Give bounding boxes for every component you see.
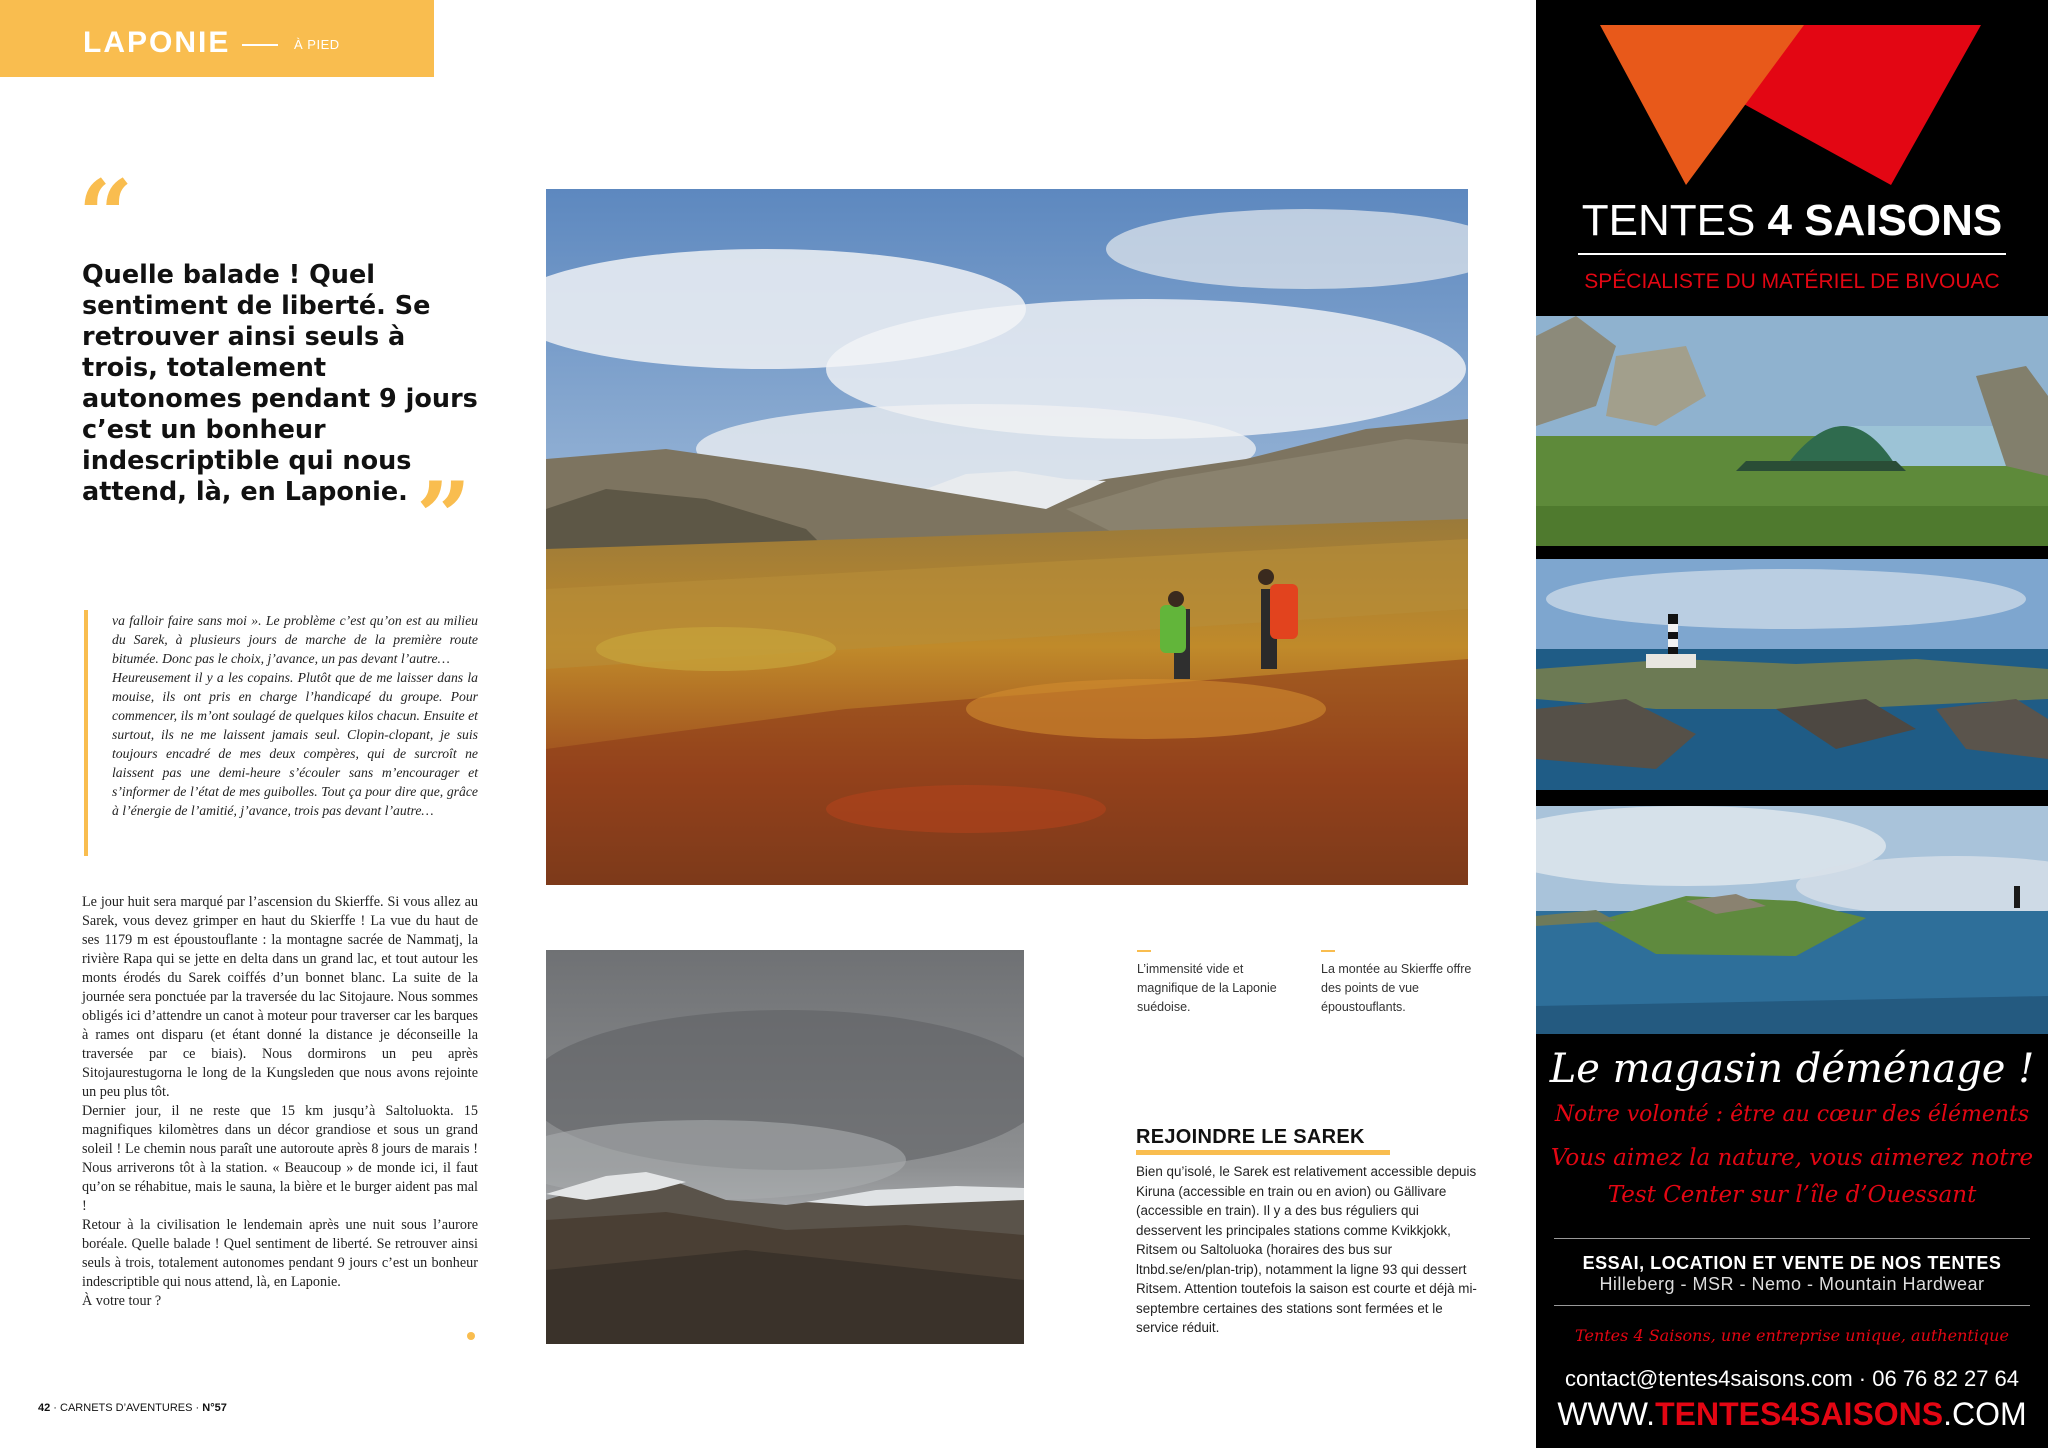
article-body <box>82 893 478 1311</box>
italic-paragraph: Heureusement il y a les copains. Plutôt que de me laisser dans la mouise, ils ont pris en charge l’handicapé du groupe. Pour commencer, ils m’ont soulagé de quelques kilos chacun. Ensuite et surtout, ils ne me laissent jamais seul. Clopin-clopant, je suis toujours encadré de mes deux compères, qui de surcroît ne laissent pas une demi-heure s’écouler sans m’encourager et s’informer de l’état de mes guibolles. Tout ça pour dire que, grâce à l’énergie de l’amitié, j’avance, trois pas devant l’autre… <box>112 670 478 818</box>
ad-divider <box>1554 1238 2030 1239</box>
italic-paragraph: va falloir faire sans moi ». Le problème c’est qu’on est au milieu du Sarek, à plusieurs jours de marche de la première route bitumée. Donc pas le choix, j’avance, un pas devant l’autre… <box>112 613 478 666</box>
ad-nature-line1: Vous aimez la nature, vous aimerez notre <box>1550 1145 2034 1171</box>
caption-left: L’immensité vide et magnifique de la Laponie suédoise. <box>1137 962 1277 1014</box>
magazine-name: CARNETS D’AVENTURES <box>60 1402 193 1414</box>
ad-brand-part: TENTES <box>1581 196 1768 245</box>
ad-contact[interactable]: contact@tentes4saisons.com · 06 76 82 27 64 <box>1564 1366 2020 1391</box>
ad-website-link[interactable] <box>1536 1396 2048 1433</box>
ad-mission: Notre volonté : être au cœur des éléments <box>1554 1102 2030 1127</box>
ad-url-part: TENTES4SAISONS <box>1655 1396 1944 1432</box>
issue-number: N°57 <box>202 1402 227 1414</box>
ad-url-part: WWW. <box>1557 1396 1656 1432</box>
body-paragraph: Retour à la civilisation le lendemain après une nuit sous l’aurore boréale. Quelle balade ! Quel sentiment de liberté. Se retrouver ainsi seuls à trois, totalement autonomes pendant 9 jours c’est un bonheur indescriptible qui nous attend, là, en Laponie. <box>82 1217 478 1290</box>
ad-divider <box>1578 253 2006 255</box>
caption-dash <box>1321 950 1335 952</box>
ad-specialty: SPÉCIALISTE DU MATÉRIEL DE BIVOUAC <box>1584 270 2000 293</box>
ad-url-part: .COM <box>1943 1396 2027 1432</box>
info-box-text: Bien qu’isolé, le Sarek est relativement accessible depuis Kiruna (accessible en train ou en avion) ou Gällivare (accessible en train). Il y a des bus réguliers qui desservent les principales stations comme Kvikkjokk, Ritsem ou Saltoluoka (horaires des bus sur ltnbd.se/en/plan-trip), notamment la ligne 93 qui dessert Ritsem. Attention toutefois la saison est courte et déjà mi-septembre certaines des stations sont fermées et le service réduit. <box>1136 1164 1477 1335</box>
ad-offer: ESSAI, LOCATION ET VENTE DE NOS TENTES <box>1582 1253 2002 1273</box>
photo-skierffe-clouds <box>546 950 1024 1344</box>
ad-photo-tent <box>1536 316 2048 546</box>
italic-column-bar <box>84 610 88 856</box>
body-paragraph: À votre tour ? <box>82 1293 162 1309</box>
open-quote-icon: “ <box>78 159 134 272</box>
ad-tagline: Tentes 4 Saisons, une entreprise unique, authentique <box>1575 1326 2009 1345</box>
caption-dash <box>1137 950 1151 952</box>
end-mark-icon <box>467 1332 475 1340</box>
ad-brand-part: 4 SAISONS <box>1767 196 2003 245</box>
ad-divider <box>1554 1305 2030 1306</box>
body-paragraph: Dernier jour, il ne reste que 15 km jusqu’à Saltoluokta. 15 magnifiques kilomètres dans un décor grandiose et sous un grand soleil ! Le chemin nous paraît une autoroute après 8 jours de marais ! Nous arriverons tôt à la station. « Beaucoup » de monde ici, il faut qu’on se réhabitue, mais le sauna, la bière et le burger aident pas mal ! <box>82 1103 478 1214</box>
body-paragraph: Le jour huit sera marqué par l’ascension du Skierffe. Si vous allez au Sarek, vous devez grimper en haut du Skierffe ! La vue du haut de ses 1179 m est époustouflante : la montagne sacrée de Nammatj, la rivière Rapa qui se jette en delta dans un grand lac, et tout autour les monts érodés du Sarek coiffés d’un bonnet blanc. La suite de la journée sera ponctuée par la traversée du lac Sitojaure. Nous sommes obligés ici d’attendre un canot à moteur pour traverser car les barques à rames ont disparu (et étant donné la distance je déconseille la traversée par ce biais). Nous dormirons un peu après Sitojaurestugorna le long de la Kungsleden que nous avons rejointe un peu plus tôt. <box>82 894 478 1100</box>
section-title: LAPONIE <box>83 26 231 59</box>
info-box-title: REJOINDRE LE SAREK <box>1136 1126 1365 1148</box>
ad-moving-headline: Le magasin déménage ! <box>1549 1046 2035 1092</box>
ad-brand-list: Hilleberg - MSR - Nemo - Mountain Hardwear <box>1599 1274 1985 1294</box>
pull-quote: Quelle balade ! Quel sentiment de liberté. Se retrouver ainsi seuls à trois, totalement autonomes pendant 9 jours c’est un bonheur indescriptible qui nous attend, là, en Laponie. <box>82 260 478 507</box>
info-box-underline <box>1136 1150 1390 1155</box>
photo-laponie-valley <box>546 189 1468 885</box>
folio: 42 · CARNETS D’AVENTURES · N°57 <box>38 1402 227 1414</box>
ad-brand-name <box>1536 196 2048 246</box>
section-divider <box>242 44 278 46</box>
advertisement[interactable] <box>1536 0 2048 1448</box>
ad-nature-line2: Test Center sur l’île d’Ouessant <box>1607 1182 1977 1208</box>
brand-logo-icon <box>1536 0 2048 200</box>
italic-column <box>112 611 478 820</box>
page-number: 42 <box>38 1402 51 1414</box>
ad-photo-coast <box>1536 806 2048 1034</box>
caption-right: La montée au Skierffe offre des points de vue époustouflants. <box>1321 962 1472 1014</box>
ad-photo-lighthouse <box>1536 559 2048 790</box>
section-subtitle: À PIED <box>294 37 340 52</box>
close-quote-icon: ” <box>416 461 472 574</box>
